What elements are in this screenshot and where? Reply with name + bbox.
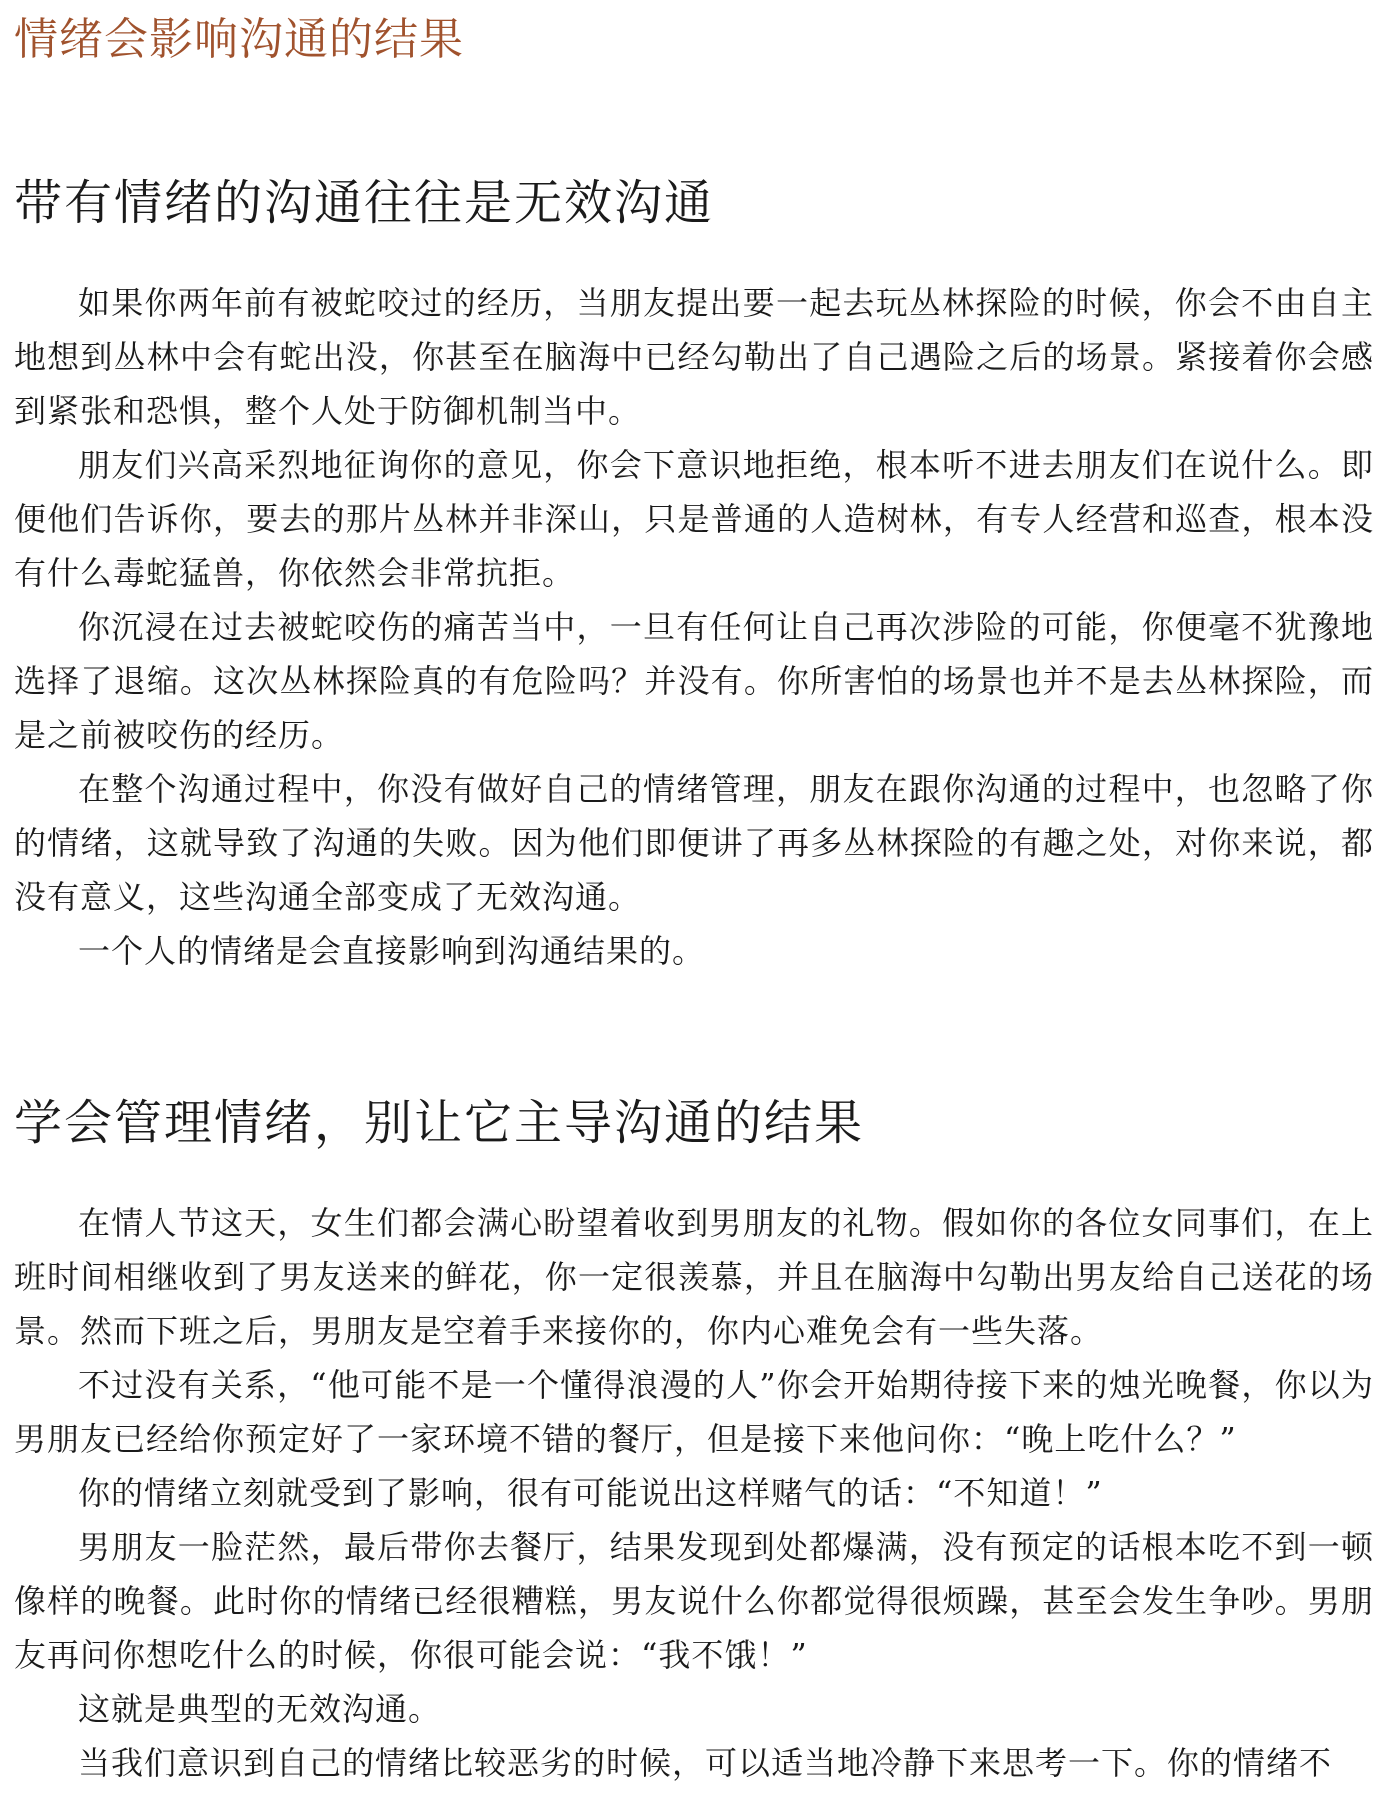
section-title: 学会管理情绪，别让它主导沟通的结果 — [14, 1095, 865, 1151]
paragraph: 你的情绪立刻就受到了影响，很有可能说出这样赌气的话：“不知道！” — [78, 1474, 1103, 1512]
paragraph: 男朋友一脸茫然，最后带你去餐厅，结果发现到处都爆满，没有预定的话根本吃不到一顿像样的晚餐。此时你的情绪已经很糟糕，男友说什么你都觉得很烦躁，甚至会发生争吵。男朋友再问你想吃什么的时候，你很可能会说：“我不饿！” — [14, 1528, 1374, 1674]
section-body — [14, 1196, 1374, 1790]
paragraph: 你沉浸在过去被蛇咬伤的痛苦当中，一旦有任何让自己再次涉险的可能，你便毫不犹豫地选择了退缩。这次丛林探险真的有危险吗？并没有。你所害怕的场景也并不是去丛林探险，而是之前被咬伤的经历。 — [14, 608, 1374, 754]
paragraph: 这就是典型的无效沟通。 — [78, 1690, 442, 1728]
paragraph: 如果你两年前有被蛇咬过的经历，当朋友提出要一起去玩丛林探险的时候，你会不由自主地想到丛林中会有蛇出没，你甚至在脑海中已经勾勒出了自己遇险之后的场景。紧接着你会感到紧张和恐惧，整个人处于防御机制当中。 — [14, 284, 1374, 430]
paragraph: 在整个沟通过程中，你没有做好自己的情绪管理，朋友在跟你沟通的过程中，也忽略了你的情绪，这就导致了沟通的失败。因为他们即便讲了再多丛林探险的有趣之处，对你来说，都没有意义，这些沟通全部变成了无效沟通。 — [14, 770, 1374, 916]
section-body — [14, 276, 1374, 978]
section-title: 带有情绪的沟通往往是无效沟通 — [14, 175, 715, 231]
paragraph: 不过没有关系，“他可能不是一个懂得浪漫的人”你会开始期待接下来的烛光晚餐，你以为男朋友已经给你预定好了一家环境不错的餐厅，但是接下来他问你：“晚上吃什么？” — [14, 1366, 1374, 1458]
document-page — [14, 0, 1374, 1790]
paragraph: 当我们意识到自己的情绪比较恶劣的时候，可以适当地冷静下来思考一下。你的情绪不 — [78, 1744, 1333, 1782]
paragraph: 在情人节这天，女生们都会满心盼望着收到男朋友的礼物。假如你的各位女同事们，在上班时间相继收到了男友送来的鲜花，你一定很羡慕，并且在脑海中勾勒出男友给自己送花的场景。然而下班之后，男朋友是空着手来接你的，你内心难免会有一些失落。 — [14, 1204, 1374, 1350]
paragraph: 朋友们兴高采烈地征询你的意见，你会下意识地拒绝，根本听不进去朋友们在说什么。即便他们告诉你，要去的那片丛林并非深山，只是普通的人造树林，有专人经营和巡查，根本没有什么毒蛇猛兽，你依然会非常抗拒。 — [14, 446, 1374, 592]
chapter-title: 情绪会影响沟通的结果 — [14, 14, 464, 65]
paragraph: 一个人的情绪是会直接影响到沟通结果的。 — [78, 932, 706, 970]
